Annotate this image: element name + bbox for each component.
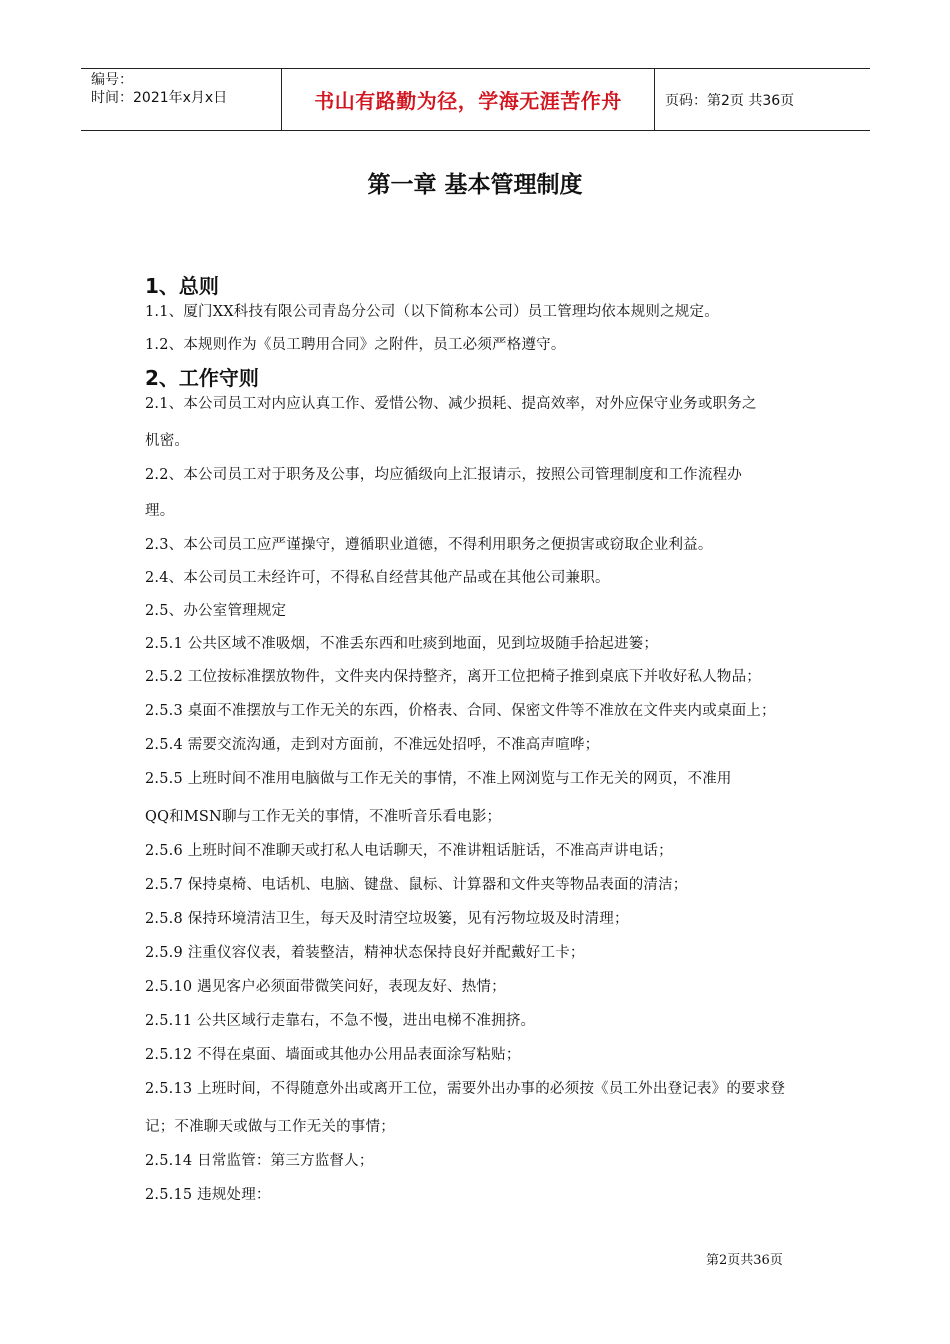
section-heading-work-rules: 2、工作守则 [145, 366, 259, 390]
paragraph-2-5-7: 2.5.7 保持桌椅、电话机、电脑、键盘、鼠标、计算器和文件夹等物品表面的清洁； [145, 877, 688, 893]
paragraph-2-5-10: 2.5.10 遇见客户必须面带微笑问好，表现友好、热情； [145, 979, 506, 995]
paragraph-2-5-4: 2.5.4 需要交流沟通，走到对方面前，不准远处招呼，不准高声喧哗； [145, 737, 600, 753]
paragraph-2-5-14: 2.5.14 日常监管：第三方监督人； [145, 1153, 374, 1169]
paragraph-2-5-12: 2.5.12 不得在桌面、墙面或其他办公用品表面涂写粘贴； [145, 1047, 521, 1063]
paragraph-2-5-13: 2.5.13 上班时间，不得随意外出或离开工位，需要外出办事的必须按《员工外出登记表》的要求登 [145, 1081, 786, 1097]
paragraph-2-5-6: 2.5.6 上班时间不准聊天或打私人电话聊天，不准讲粗话脏话，不准高声讲电话； [145, 843, 673, 859]
header-table [81, 68, 870, 131]
paragraph-1-1: 1.1、厦门XX科技有限公司青岛分公司（以下简称本公司）员工管理均依本规则之规定。 [145, 304, 719, 320]
paragraph-2-2-cont: 理。 [145, 503, 175, 519]
paragraph-2-5-5-cont: QQ和MSN聊与工作无关的事情，不准听音乐看电影； [145, 809, 502, 825]
page-footer: 第2页共36页 [706, 1253, 783, 1268]
paragraph-2-5-13-cont: 记；不准聊天或做与工作无关的事情； [145, 1119, 395, 1135]
paragraph-2-5-9: 2.5.9 注重仪容仪表，着装整洁，精神状态保持良好并配戴好工卡； [145, 945, 585, 961]
paragraph-2-5-15: 2.5.15 违规处理： [145, 1187, 271, 1203]
paragraph-2-5-5: 2.5.5 上班时间不准用电脑做与工作无关的事情，不准上网浏览与工作无关的网页，不准用 [145, 771, 732, 787]
document-number-label: 编号： [91, 72, 133, 88]
page-number-label: 页码：第2页 共36页 [665, 92, 795, 109]
paragraph-2-5-11: 2.5.11 公共区域行走靠右，不急不慢，进出电梯不准拥挤。 [145, 1013, 536, 1029]
paragraph-1-2: 1.2、本规则作为《员工聘用合同》之附件，员工必须严格遵守。 [145, 337, 566, 353]
header-meta-cell [81, 69, 282, 130]
paragraph-2-5-3: 2.5.3 桌面不准摆放与工作无关的东西，价格表、合同、保密文件等不准放在文件夹内或桌面上； [145, 703, 776, 719]
paragraph-2-5-8: 2.5.8 保持环境清洁卫生，每天及时清空垃圾篓，见有污物垃圾及时清理； [145, 911, 629, 927]
chapter-title: 第一章 基本管理制度 [367, 172, 583, 198]
motto-text: 书山有路勤为径，学海无涯苦作舟 [314, 89, 622, 113]
document-date-label: 时间：2021年x月x日 [91, 90, 228, 106]
paragraph-2-5: 2.5、办公室管理规定 [145, 603, 287, 619]
paragraph-2-4: 2.4、本公司员工未经许可，不得私自经营其他产品或在其他公司兼职。 [145, 570, 610, 586]
header-motto-cell [282, 69, 655, 130]
section-heading-general: 1、总则 [145, 274, 219, 298]
paragraph-2-1-cont: 机密。 [145, 433, 190, 449]
paragraph-2-1: 2.1、本公司员工对内应认真工作、爱惜公物、减少损耗、提高效率，对外应保守业务或职务之 [145, 396, 757, 412]
header-page-cell [655, 69, 870, 130]
paragraph-2-5-2: 2.5.2 工位按标准摆放物件，文件夹内保持整齐，离开工位把椅子推到桌底下并收好私人物品； [145, 669, 761, 685]
paragraph-2-2: 2.2、本公司员工对于职务及公事，均应循级向上汇报请示，按照公司管理制度和工作流程办 [145, 467, 742, 483]
paragraph-2-5-1: 2.5.1 公共区域不准吸烟，不准丢东西和吐痰到地面，见到垃圾随手拾起进篓； [145, 636, 659, 652]
paragraph-2-3: 2.3、本公司员工应严谨操守，遵循职业道德，不得利用职务之便损害或窃取企业利益。 [145, 537, 713, 553]
